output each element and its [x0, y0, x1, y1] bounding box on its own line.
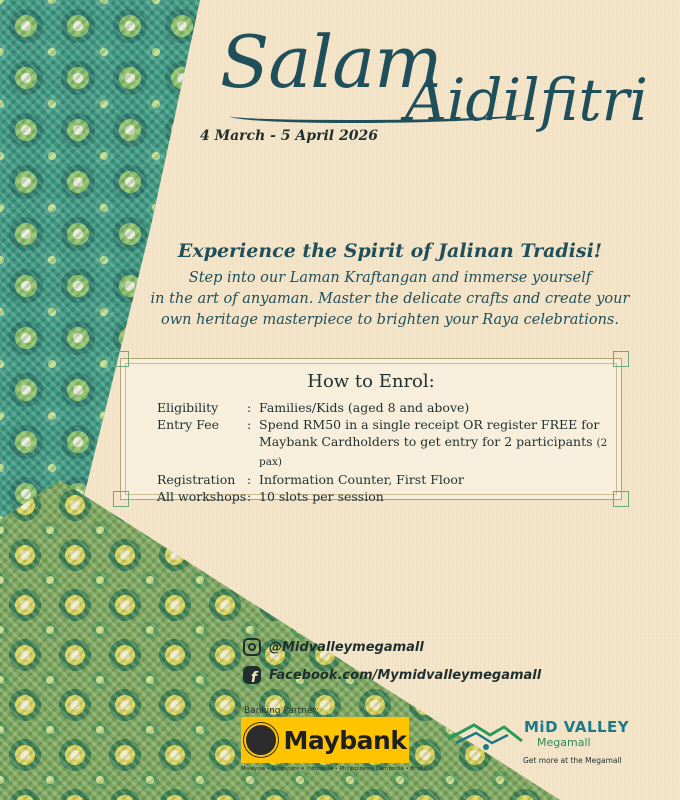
- maybank-tiger-logo: [244, 723, 278, 757]
- row-value: [259, 416, 617, 471]
- midvalley-tagline: Get more at the Megamall: [523, 756, 622, 765]
- midvalley-name: MiD VALLEY: [524, 718, 630, 736]
- row-value-line1: Spend RM50 in a single receipt OR register FREE for: [259, 417, 600, 432]
- title-aidilfitri: Aidilfitri: [405, 66, 648, 134]
- row-key: Entry Fee: [157, 417, 219, 432]
- event-dates: 4 March - 5 April 2026: [200, 128, 378, 144]
- instagram-link[interactable]: [243, 638, 424, 656]
- maybank-countries: Malaysia • Singapore • Indonesia • Philippines • Cambodia • Brunei: [241, 766, 429, 772]
- midvalley-sub: Megamall: [537, 736, 591, 749]
- enrol-details: [157, 399, 617, 505]
- instagram-icon: [243, 638, 261, 656]
- facebook-url: Facebook.com/Mymidvalleymegamall: [269, 667, 542, 683]
- maybank-name: Maybank: [283, 725, 407, 755]
- row-key: Eligibility: [157, 400, 219, 415]
- midvalley-logo: [446, 717, 524, 757]
- enrol-box: [120, 358, 622, 504]
- corner-ornament: [113, 491, 129, 507]
- row-key: Registration: [157, 472, 236, 487]
- row-registration: [157, 471, 617, 488]
- title-salam: Salam: [220, 20, 442, 104]
- facebook-icon: f: [243, 666, 261, 684]
- enrol-heading: How to Enrol:: [307, 371, 435, 392]
- corner-ornament: [113, 351, 129, 367]
- row-separator: :: [247, 489, 252, 504]
- row-value: Information Counter, First Floor: [259, 472, 464, 487]
- corner-ornament: [613, 351, 629, 367]
- maybank-logo: [241, 717, 409, 763]
- row-all-workshops: [157, 488, 617, 505]
- facebook-link[interactable]: [243, 666, 541, 684]
- row-separator: :: [247, 400, 252, 415]
- instagram-handle: @Midvalleymegamall: [269, 639, 424, 655]
- row-separator: :: [247, 417, 252, 432]
- row-value-note: (2 pax): [259, 437, 608, 468]
- row-key: All workshops: [157, 489, 247, 504]
- row-value-line2: Maybank Cardholders to get entry for 2 participants: [259, 434, 593, 449]
- headline: Experience the Spirit of Jalinan Tradisi!: [177, 240, 603, 262]
- row-value: Families/Kids (aged 8 and above): [259, 400, 470, 415]
- row-entry-fee: [157, 416, 617, 471]
- row-separator: :: [247, 472, 252, 487]
- intro-text: Step into our Laman Kraftangan and immerse yourself in the art of anyaman. Master the delicate crafts and create your own heritage masterpiece to brighten your Raya celebrations.: [150, 270, 630, 328]
- banking-partner-label: Banking Partner:: [244, 706, 319, 716]
- row-eligibility: [157, 399, 617, 416]
- row-value: 10 slots per session: [259, 489, 384, 504]
